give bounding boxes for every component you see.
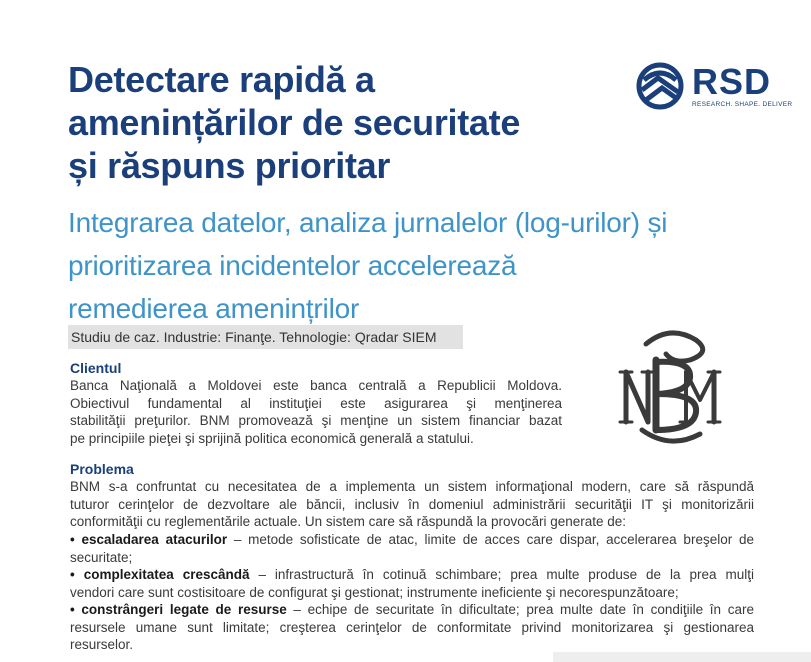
document-title [68,58,608,187]
title-line: amenințărilor de securitate [68,102,521,143]
title-line: Detectare rapidă a [68,59,375,100]
bullet-text: – echipe de securitate în dificultate; prea multe date în condiţiile în care [286,602,754,617]
problem-bullet-list [70,531,754,654]
paragraph-line: BNM s-a confruntat cu necesitatea de a implementa un sistem informaţional modern, care să răspundă [70,479,754,494]
bullet-lead: escaladarea atacurilor [81,532,228,547]
bullet-item [70,531,754,566]
document-subtitle [68,201,768,330]
footer-panel [553,652,811,662]
bullet-marker: • [70,567,75,582]
bullet-first-line [70,566,754,584]
bullet-continuation: securitate; [70,549,133,565]
bullet-marker: • [70,602,75,617]
problem-paragraph [70,478,754,531]
case-study-bar: Studiu de caz. Industrie: Finanţe. Tehnologie: Qradar SIEM [68,325,463,349]
paragraph-line: Banca Naţională a Moldovei este banca centrală a Republicii Moldova. [70,378,562,393]
logo-tagline: RESEARCH. SHAPE. DELIVER [692,101,793,108]
paragraph-line: stabilităţii preţurilor. BNM promovează şi menţine un sistem financiar bazat [70,413,562,428]
paragraph-line: conformităţii cu reglementările actuale. Un sistem care să răspundă la provocări generate de: [70,514,627,529]
bullet-continuation: resursele umane sunt limitate; creşterea cerinţelor de conformitate privind monitorizarea şi gestionarea [70,619,754,635]
subtitle-line: remedierea amenințrilor [68,293,360,324]
bnm-monogram-icon [616,326,724,448]
paragraph-line: Obiectivul fundamental al instituţiei este asigurarea şi menţinerea [70,395,562,411]
bullet-lead: complexitatea crescândă [83,567,250,582]
subtitle-line: Integrarea datelor, analiza jurnalelor (log-urilor) și [68,207,668,238]
bullet-continuation: vendori care sunt costisitoare de configurat şi gestionat; instrumente ineficiente şi necorespunzătoare; [70,584,679,600]
bullet-marker: • [70,532,75,547]
client-paragraph [70,377,562,447]
bullet-lead: constrângeri legate de resurse [81,602,287,617]
bullet-first-line [70,531,754,549]
rsd-logo-icon [636,62,684,110]
logo-wordmark: RSD [692,61,772,102]
title-line: și răspuns prioritar [68,145,391,186]
client-heading: Clientul [70,360,122,376]
bullet-item [70,601,754,654]
paragraph-line: tuturor cerinţelor de dezvoltare ale băncii, inclusiv în domeniul administrării securităţii IT şi monitorizării [70,496,754,512]
bullet-first-line [70,601,754,619]
problem-heading: Problema [70,461,134,477]
subtitle-line: prioritizarea incidentelor accelerează [68,250,517,281]
paragraph-line: pe principiile pieţei şi sprijină politica economică generală a statului. [70,430,474,446]
bullet-item [70,566,754,601]
bullet-text: – infrastructură în cotinuă schimbare; prea multe produse de la prea mulţi [249,567,754,582]
rsd-logo [636,61,793,114]
bullet-continuation: resurselor. [70,637,134,652]
bullet-text: – metode sofisticate de atac, limite de acces care dispar, accelerarea breşelor de [227,532,754,547]
